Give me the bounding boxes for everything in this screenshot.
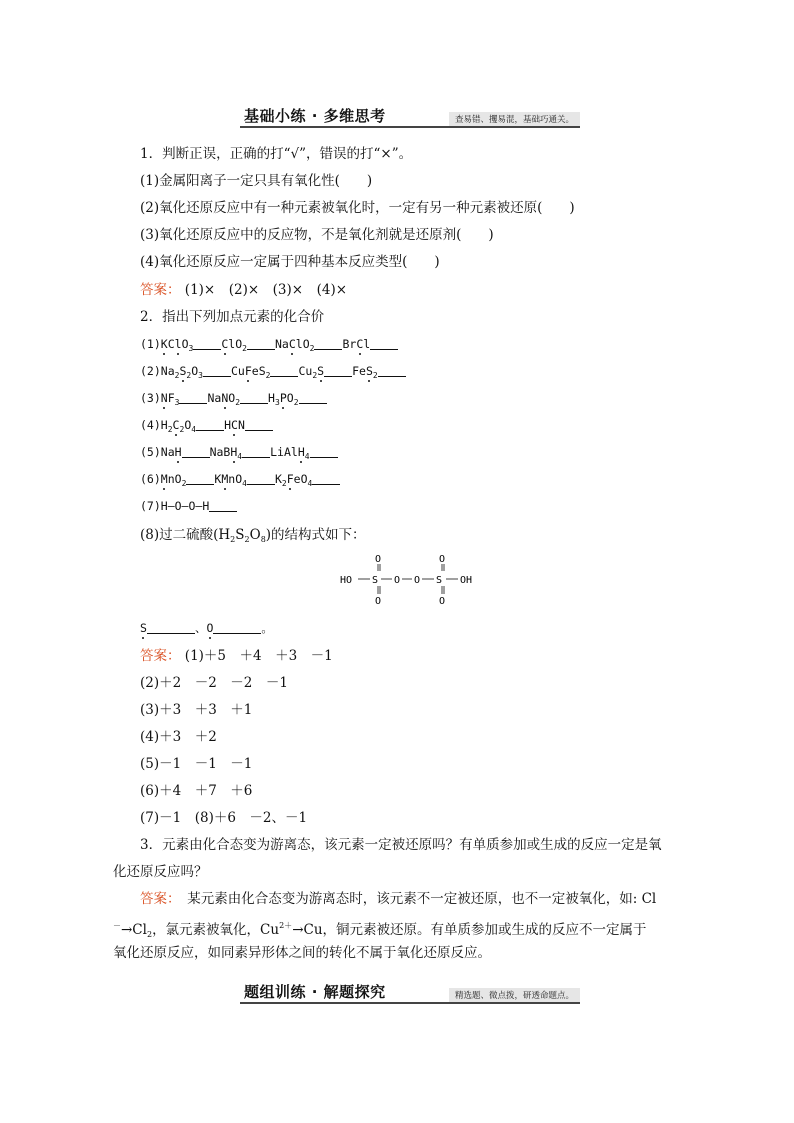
q2-answer-line: (6)＋4 ＋7 ＋6 bbox=[140, 783, 253, 799]
q2-row-1: (1)KClO$_3$ ClO$_2$ NaClO$_2$ BrCl bbox=[140, 337, 398, 353]
ho-label: HO bbox=[340, 575, 353, 586]
section-title: 题组训练 · 解题探究 bbox=[244, 983, 386, 1001]
answer-label: 答案： bbox=[140, 891, 174, 907]
q1-item-3: (3)氧化还原反应中的反应物，不是氧化剂就是还原剂( ) bbox=[140, 227, 494, 243]
q2-row-9: S 、O 。 bbox=[140, 621, 273, 635]
q2-row-4: $(4)H_2C_2O_4$ HCN bbox=[140, 418, 273, 434]
q2-answer-line: (5)－1 －1 －1 bbox=[140, 756, 253, 772]
q1-item-4: (4)氧化还原反应一定属于四种基本反应类型( ) bbox=[140, 254, 440, 270]
q3-answer-3: 氧化还原反应，如同素异形体之间的转化不属于氧化还原反应。 bbox=[113, 945, 491, 961]
answer-label: 答案： bbox=[140, 282, 181, 298]
q3-answer-2: $^-\to Cl_2$，氯元素被氧化，$Cu^{2+}\to Cu$，铜元素被还原。有单质参加或生成的反应不一定属于 bbox=[113, 921, 647, 939]
divider bbox=[240, 1002, 580, 1004]
q2-row-7: (7)H—O—O—H bbox=[140, 499, 237, 513]
divider bbox=[240, 126, 580, 128]
q3-stem-1: 3．元素由化合态变为游离态，该元素一定被还原吗？有单质参加或生成的反应一定是氧 bbox=[140, 837, 662, 853]
section-header-basic bbox=[240, 104, 580, 128]
q2-row-8: (8)过二硫酸$(H_2S_2O_8)$的结构式如下： bbox=[140, 527, 366, 544]
q2-stem: 2．指出下列加点元素的化合价 bbox=[140, 309, 325, 325]
q2-row-6: (6)MnO$_2$ KMnO$_4$ $K_2FeO_4$ bbox=[140, 472, 340, 488]
q2-answer-line: (4)＋3 ＋2 bbox=[140, 729, 217, 745]
section-title: 基础小练 · 多维思考 bbox=[244, 107, 386, 125]
q2-answer-line: (7)－1 (8)＋6 －2、－1 bbox=[140, 810, 308, 826]
section-tag: 精选题、微点拨，研透命题点。 bbox=[449, 988, 580, 1002]
answer-text: (1)× (2)× (3)× (4)× bbox=[184, 282, 348, 298]
o-atom: O bbox=[394, 575, 401, 586]
q2-row-2: $(2)Na_2S_2O_3$ CuFeS$_2$ $Cu_2S$ FeS$_2$ bbox=[140, 364, 406, 380]
structure-formula bbox=[338, 550, 488, 610]
section-tag: 查易错、攫易混，基础巧通关。 bbox=[449, 112, 580, 126]
o-atom: O bbox=[439, 596, 446, 607]
o-atom: O bbox=[414, 575, 421, 586]
q2-answer-line: (3)＋3 ＋3 ＋1 bbox=[140, 702, 253, 718]
q1-stem: 1．判断正误，正确的打“√”，错误的打“×”。 bbox=[140, 146, 413, 162]
q1-item-2: (2)氧化还原反应中有一种元素被氧化时，一定有另一种元素被还原( ) bbox=[140, 200, 575, 216]
q3-stem-2: 化还原反应吗？ bbox=[113, 864, 208, 880]
s-atom: S bbox=[372, 575, 379, 586]
q2-row-3: $(3)NF_3$ NaNO$_2$ $H_3PO_2$ bbox=[140, 391, 327, 407]
o-atom: O bbox=[439, 554, 446, 565]
q1-item-1: (1)金属阳离子一定只具有氧化性( ) bbox=[140, 173, 373, 189]
o-atom: O bbox=[375, 554, 382, 565]
q2-row-5: (5)NaH NaBH$_4$ LiAlH$_4$ bbox=[140, 445, 338, 461]
answer-label: 答案： bbox=[140, 648, 181, 664]
q3-answer-1: 答案： 某元素由化合态变为游离态时，该元素不一定被还原，也不一定被氧化，如: Cl bbox=[140, 891, 657, 907]
q2-answer-line: (2)＋2 －2 －2 －1 bbox=[140, 675, 288, 691]
o-atom: O bbox=[375, 596, 382, 607]
q2-answer: 答案： (1)＋5 ＋4 ＋3 －1 bbox=[140, 648, 333, 664]
oh-label: OH bbox=[460, 575, 473, 586]
s-atom: S bbox=[436, 575, 443, 586]
q1-answer bbox=[140, 281, 347, 299]
section-header-practice bbox=[240, 980, 580, 1004]
